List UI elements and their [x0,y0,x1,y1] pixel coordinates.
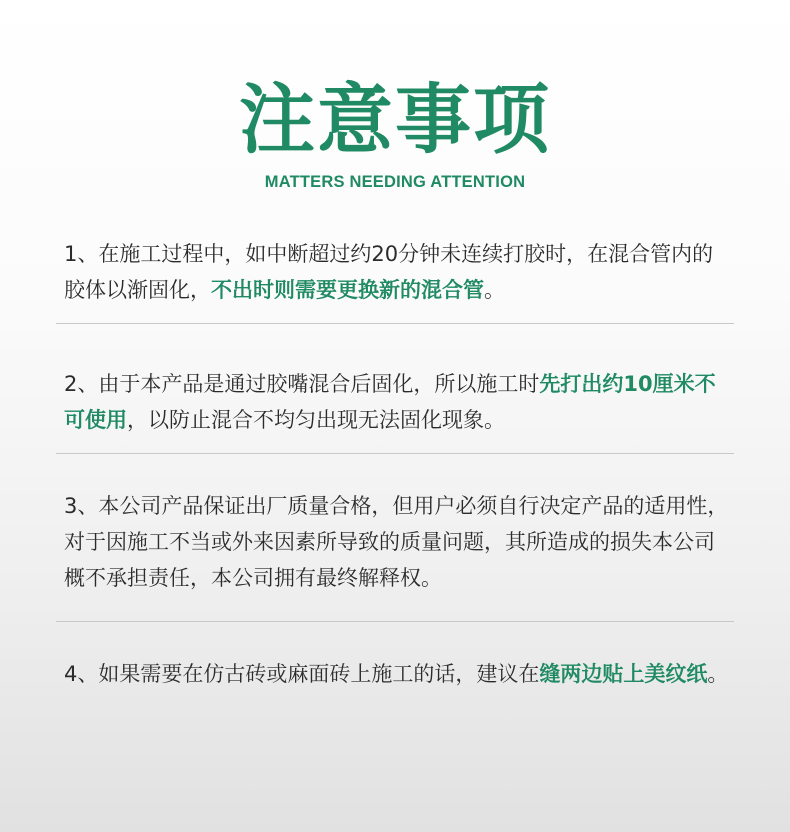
page-subtitle: MATTERS NEEDING ATTENTION [264,173,526,191]
notice-tail: ，以防止混合不均匀出现无法固化现象。 [127,408,505,432]
notice-text: 3、本公司产品保证出厂质量合格，但用户必须自行决定产品的适用性，对于因施工不当或外来因素所导致的质量问题，其所造成的损失本公司概不承担责任，本公司拥有最终解释权。 [64,494,729,590]
notice-text: 2、由于本产品是通过胶嘴混合后固化，所以施工时 [64,372,540,396]
notice-item-4 [64,656,734,692]
notice-tail: 。 [707,662,729,686]
divider [56,323,734,324]
notice-text: 4、如果需要在仿古砖或麻面砖上施工的话，建议在 [64,662,540,686]
notice-highlight: 先打出约10厘米不可使用 [64,372,716,432]
notice-highlight: 缝两边贴上美纹纸 [539,662,708,686]
notice-tail: 。 [484,278,505,302]
notice-text: 1、在施工过程中，如中断超过约20分钟未连续打胶时，在混合管内的胶体以渐固化， [64,242,714,302]
divider [56,621,734,622]
notice-highlight: 不出时则需要更换新的混合管 [211,278,484,302]
divider [56,453,734,454]
notice-item-1 [64,236,734,308]
page-title: 注意事项 [239,75,551,164]
notice-item-2 [64,366,734,438]
notice-item-3 [64,488,734,596]
